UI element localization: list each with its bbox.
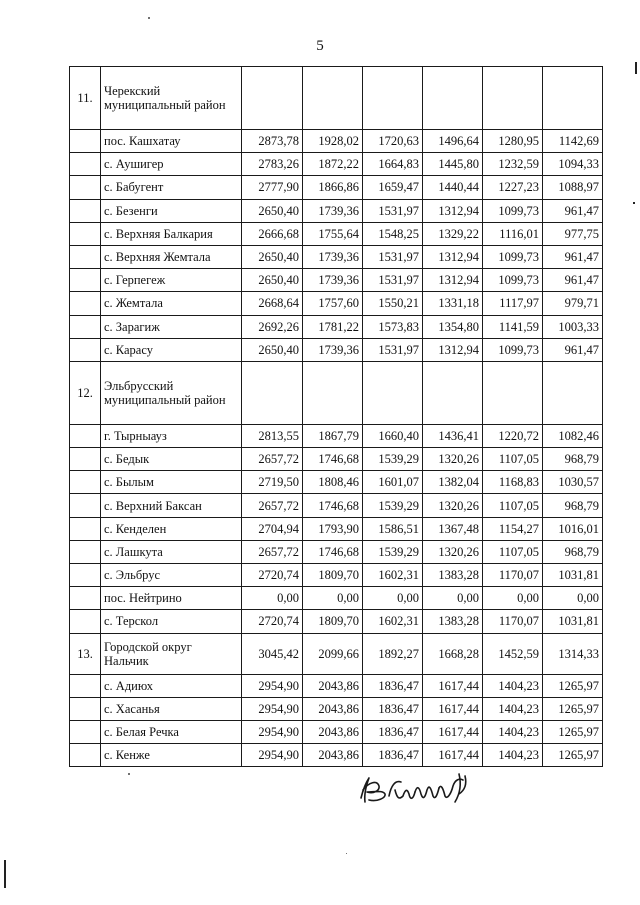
group-index: 11. bbox=[70, 67, 101, 130]
group-value-cell bbox=[363, 67, 423, 130]
value-cell: 1548,25 bbox=[363, 222, 423, 245]
empty-index-cell bbox=[70, 245, 101, 268]
group-row bbox=[70, 361, 603, 424]
group-value-cell bbox=[483, 361, 543, 424]
empty-index-cell bbox=[70, 222, 101, 245]
table-row bbox=[70, 720, 603, 743]
empty-index-cell bbox=[70, 587, 101, 610]
value-cell: 1031,81 bbox=[543, 564, 603, 587]
value-cell: 1331,18 bbox=[423, 292, 483, 315]
value-cell: 0,00 bbox=[483, 587, 543, 610]
value-cell: 1793,90 bbox=[303, 517, 363, 540]
value-cell: 1445,80 bbox=[423, 153, 483, 176]
empty-index-cell bbox=[70, 448, 101, 471]
settlement-name: с. Верхний Баксан bbox=[101, 494, 242, 517]
group-value-cell bbox=[483, 67, 543, 130]
value-cell: 1168,83 bbox=[483, 471, 543, 494]
value-cell: 1659,47 bbox=[363, 176, 423, 199]
value-cell: 1154,27 bbox=[483, 517, 543, 540]
value-cell: 2666,68 bbox=[242, 222, 303, 245]
scan-speck bbox=[148, 17, 150, 19]
value-cell: 1404,23 bbox=[483, 744, 543, 767]
value-cell: 1367,48 bbox=[423, 517, 483, 540]
value-cell: 1808,46 bbox=[303, 471, 363, 494]
value-cell: 1539,29 bbox=[363, 448, 423, 471]
value-cell: 1496,64 bbox=[423, 130, 483, 153]
value-cell: 1872,22 bbox=[303, 153, 363, 176]
value-cell: 1107,05 bbox=[483, 494, 543, 517]
value-cell: 1739,36 bbox=[303, 269, 363, 292]
table-row bbox=[70, 448, 603, 471]
empty-index-cell bbox=[70, 494, 101, 517]
settlement-name: с. Бабугент bbox=[101, 176, 242, 199]
group-value-cell bbox=[303, 67, 363, 130]
value-cell: 1320,26 bbox=[423, 540, 483, 563]
value-cell: 961,47 bbox=[543, 269, 603, 292]
group-value-cell bbox=[242, 67, 303, 130]
value-cell: 1746,68 bbox=[303, 540, 363, 563]
empty-index-cell bbox=[70, 292, 101, 315]
table-row bbox=[70, 315, 603, 338]
settlement-name: с. Верхняя Балкария bbox=[101, 222, 242, 245]
value-cell: 1116,01 bbox=[483, 222, 543, 245]
value-cell: 1320,26 bbox=[423, 448, 483, 471]
value-cell: 2650,40 bbox=[242, 199, 303, 222]
value-cell: 2043,86 bbox=[303, 697, 363, 720]
value-cell: 1866,86 bbox=[303, 176, 363, 199]
value-cell: 1170,07 bbox=[483, 610, 543, 633]
value-cell: 1539,29 bbox=[363, 494, 423, 517]
table-row bbox=[70, 674, 603, 697]
value-cell: 2043,86 bbox=[303, 744, 363, 767]
empty-index-cell bbox=[70, 744, 101, 767]
value-cell: 1141,59 bbox=[483, 315, 543, 338]
table-row bbox=[70, 587, 603, 610]
value-cell: 2650,40 bbox=[242, 338, 303, 361]
value-cell: 1312,94 bbox=[423, 245, 483, 268]
value-cell: 1383,28 bbox=[423, 610, 483, 633]
settlement-name: с. Эльбрус bbox=[101, 564, 242, 587]
scan-edge-mark bbox=[4, 860, 6, 888]
scan-edge-mark bbox=[635, 62, 637, 74]
value-cell: 1928,02 bbox=[303, 130, 363, 153]
value-cell: 1531,97 bbox=[363, 245, 423, 268]
value-cell: 979,71 bbox=[543, 292, 603, 315]
value-cell: 1404,23 bbox=[483, 720, 543, 743]
value-cell: 1867,79 bbox=[303, 424, 363, 447]
settlement-name: пос. Нейтрино bbox=[101, 587, 242, 610]
empty-index-cell bbox=[70, 540, 101, 563]
group-title: Эльбрусский муниципальный район bbox=[101, 361, 242, 424]
value-cell: 1531,97 bbox=[363, 338, 423, 361]
empty-index-cell bbox=[70, 315, 101, 338]
value-cell: 1602,31 bbox=[363, 564, 423, 587]
group-value-cell: 1892,27 bbox=[363, 633, 423, 674]
value-cell: 2954,90 bbox=[242, 720, 303, 743]
value-cell: 1232,59 bbox=[483, 153, 543, 176]
value-cell: 1836,47 bbox=[363, 674, 423, 697]
settlement-name: с. Лашкута bbox=[101, 540, 242, 563]
empty-index-cell bbox=[70, 471, 101, 494]
value-cell: 1617,44 bbox=[423, 744, 483, 767]
settlement-name: с. Терскол bbox=[101, 610, 242, 633]
empty-index-cell bbox=[70, 338, 101, 361]
group-index: 12. bbox=[70, 361, 101, 424]
settlement-name: с. Кенделен bbox=[101, 517, 242, 540]
settlement-name: с. Адиюх bbox=[101, 674, 242, 697]
value-cell: 0,00 bbox=[242, 587, 303, 610]
table-row bbox=[70, 245, 603, 268]
value-cell: 1280,95 bbox=[483, 130, 543, 153]
value-cell: 1329,22 bbox=[423, 222, 483, 245]
empty-index-cell bbox=[70, 176, 101, 199]
scan-edge-mark bbox=[633, 202, 635, 204]
value-cell: 968,79 bbox=[543, 448, 603, 471]
value-cell: 1720,63 bbox=[363, 130, 423, 153]
page-number: 5 bbox=[316, 38, 324, 54]
empty-index-cell bbox=[70, 610, 101, 633]
settlement-name: с. Кенже bbox=[101, 744, 242, 767]
value-cell: 1265,97 bbox=[543, 674, 603, 697]
value-cell: 1664,83 bbox=[363, 153, 423, 176]
empty-index-cell bbox=[70, 697, 101, 720]
value-cell: 2043,86 bbox=[303, 674, 363, 697]
value-cell: 1757,60 bbox=[303, 292, 363, 315]
table-row bbox=[70, 494, 603, 517]
value-cell: 1573,83 bbox=[363, 315, 423, 338]
settlement-name: пос. Кашхатау bbox=[101, 130, 242, 153]
value-cell: 1739,36 bbox=[303, 199, 363, 222]
value-cell: 1003,33 bbox=[543, 315, 603, 338]
group-index: 13. bbox=[70, 633, 101, 674]
table-row bbox=[70, 199, 603, 222]
value-cell: 2692,26 bbox=[242, 315, 303, 338]
value-cell: 1617,44 bbox=[423, 697, 483, 720]
value-cell: 1617,44 bbox=[423, 720, 483, 743]
group-value-cell: 2099,66 bbox=[303, 633, 363, 674]
group-value-cell bbox=[543, 67, 603, 130]
group-value-cell: 1668,28 bbox=[423, 633, 483, 674]
value-cell: 1601,07 bbox=[363, 471, 423, 494]
value-cell: 1265,97 bbox=[543, 744, 603, 767]
value-cell: 1265,97 bbox=[543, 697, 603, 720]
value-cell: 2954,90 bbox=[242, 674, 303, 697]
table-row bbox=[70, 338, 603, 361]
table-row bbox=[70, 564, 603, 587]
table-row bbox=[70, 292, 603, 315]
value-cell: 1836,47 bbox=[363, 697, 423, 720]
value-cell: 2657,72 bbox=[242, 494, 303, 517]
value-cell: 2783,26 bbox=[242, 153, 303, 176]
value-cell: 2657,72 bbox=[242, 448, 303, 471]
value-cell: 1809,70 bbox=[303, 564, 363, 587]
value-cell: 1016,01 bbox=[543, 517, 603, 540]
settlement-name: г. Тырныауз bbox=[101, 424, 242, 447]
value-cell: 1617,44 bbox=[423, 674, 483, 697]
value-cell: 1539,29 bbox=[363, 540, 423, 563]
table-row bbox=[70, 540, 603, 563]
table-row bbox=[70, 471, 603, 494]
value-cell: 1531,97 bbox=[363, 199, 423, 222]
value-cell: 1320,26 bbox=[423, 494, 483, 517]
table-row bbox=[70, 610, 603, 633]
value-cell: 2813,55 bbox=[242, 424, 303, 447]
value-cell: 961,47 bbox=[543, 199, 603, 222]
scan-speck bbox=[346, 853, 347, 854]
value-cell: 1440,44 bbox=[423, 176, 483, 199]
value-cell: 2657,72 bbox=[242, 540, 303, 563]
value-cell: 1082,46 bbox=[543, 424, 603, 447]
empty-index-cell bbox=[70, 153, 101, 176]
empty-index-cell bbox=[70, 517, 101, 540]
value-cell: 1031,81 bbox=[543, 610, 603, 633]
value-cell: 1755,64 bbox=[303, 222, 363, 245]
value-cell: 1836,47 bbox=[363, 720, 423, 743]
group-value-cell: 1452,59 bbox=[483, 633, 543, 674]
value-cell: 1531,97 bbox=[363, 269, 423, 292]
signature-image bbox=[355, 768, 485, 808]
group-value-cell bbox=[543, 361, 603, 424]
value-cell: 1586,51 bbox=[363, 517, 423, 540]
scan-speck bbox=[128, 773, 130, 775]
group-row bbox=[70, 633, 603, 674]
value-cell: 0,00 bbox=[543, 587, 603, 610]
empty-index-cell bbox=[70, 269, 101, 292]
value-cell: 1312,94 bbox=[423, 269, 483, 292]
value-cell: 1088,97 bbox=[543, 176, 603, 199]
table-row bbox=[70, 176, 603, 199]
settlement-name: с. Белая Речка bbox=[101, 720, 242, 743]
group-value-cell bbox=[242, 361, 303, 424]
value-cell: 1220,72 bbox=[483, 424, 543, 447]
group-value-cell bbox=[303, 361, 363, 424]
value-cell: 961,47 bbox=[543, 245, 603, 268]
tariff-table bbox=[69, 66, 603, 767]
value-cell: 1142,69 bbox=[543, 130, 603, 153]
value-cell: 1746,68 bbox=[303, 494, 363, 517]
value-cell: 1404,23 bbox=[483, 674, 543, 697]
value-cell: 2873,78 bbox=[242, 130, 303, 153]
settlement-name: с. Хасанья bbox=[101, 697, 242, 720]
value-cell: 1739,36 bbox=[303, 338, 363, 361]
value-cell: 1602,31 bbox=[363, 610, 423, 633]
value-cell: 968,79 bbox=[543, 540, 603, 563]
value-cell: 968,79 bbox=[543, 494, 603, 517]
value-cell: 1265,97 bbox=[543, 720, 603, 743]
value-cell: 2719,50 bbox=[242, 471, 303, 494]
settlement-name: с. Безенги bbox=[101, 199, 242, 222]
group-title: Городской округ Нальчик bbox=[101, 633, 242, 674]
value-cell: 1170,07 bbox=[483, 564, 543, 587]
table-row bbox=[70, 130, 603, 153]
value-cell: 1227,23 bbox=[483, 176, 543, 199]
table-row bbox=[70, 269, 603, 292]
group-value-cell bbox=[423, 361, 483, 424]
value-cell: 977,75 bbox=[543, 222, 603, 245]
value-cell: 1660,40 bbox=[363, 424, 423, 447]
value-cell: 1809,70 bbox=[303, 610, 363, 633]
value-cell: 2954,90 bbox=[242, 697, 303, 720]
value-cell: 1099,73 bbox=[483, 269, 543, 292]
value-cell: 1107,05 bbox=[483, 448, 543, 471]
value-cell: 1312,94 bbox=[423, 199, 483, 222]
value-cell: 0,00 bbox=[363, 587, 423, 610]
value-cell: 1107,05 bbox=[483, 540, 543, 563]
settlement-name: с. Жемтала bbox=[101, 292, 242, 315]
settlement-name: с. Верхняя Жемтала bbox=[101, 245, 242, 268]
value-cell: 1099,73 bbox=[483, 245, 543, 268]
value-cell: 1550,21 bbox=[363, 292, 423, 315]
value-cell: 1781,22 bbox=[303, 315, 363, 338]
value-cell: 1030,57 bbox=[543, 471, 603, 494]
value-cell: 1382,04 bbox=[423, 471, 483, 494]
value-cell: 1354,80 bbox=[423, 315, 483, 338]
empty-index-cell bbox=[70, 199, 101, 222]
value-cell: 2668,64 bbox=[242, 292, 303, 315]
value-cell: 2720,74 bbox=[242, 564, 303, 587]
group-title: Черекский муниципальный район bbox=[101, 67, 242, 130]
empty-index-cell bbox=[70, 130, 101, 153]
group-value-cell: 3045,42 bbox=[242, 633, 303, 674]
group-row bbox=[70, 67, 603, 130]
value-cell: 1739,36 bbox=[303, 245, 363, 268]
group-value-cell bbox=[423, 67, 483, 130]
value-cell: 1746,68 bbox=[303, 448, 363, 471]
table-row bbox=[70, 517, 603, 540]
value-cell: 1312,94 bbox=[423, 338, 483, 361]
value-cell: 2777,90 bbox=[242, 176, 303, 199]
empty-index-cell bbox=[70, 564, 101, 587]
group-value-cell bbox=[363, 361, 423, 424]
value-cell: 1383,28 bbox=[423, 564, 483, 587]
value-cell: 1117,97 bbox=[483, 292, 543, 315]
value-cell: 2720,74 bbox=[242, 610, 303, 633]
settlement-name: с. Карасу bbox=[101, 338, 242, 361]
settlement-name: с. Былым bbox=[101, 471, 242, 494]
value-cell: 961,47 bbox=[543, 338, 603, 361]
empty-index-cell bbox=[70, 674, 101, 697]
settlement-name: с. Зарагиж bbox=[101, 315, 242, 338]
group-value-cell: 1314,33 bbox=[543, 633, 603, 674]
value-cell: 2043,86 bbox=[303, 720, 363, 743]
value-cell: 2650,40 bbox=[242, 245, 303, 268]
settlement-name: с. Герпегеж bbox=[101, 269, 242, 292]
settlement-name: с. Аушигер bbox=[101, 153, 242, 176]
table-body bbox=[70, 67, 603, 767]
value-cell: 0,00 bbox=[303, 587, 363, 610]
value-cell: 1099,73 bbox=[483, 199, 543, 222]
empty-index-cell bbox=[70, 424, 101, 447]
value-cell: 2650,40 bbox=[242, 269, 303, 292]
empty-index-cell bbox=[70, 720, 101, 743]
value-cell: 1404,23 bbox=[483, 697, 543, 720]
value-cell: 2704,94 bbox=[242, 517, 303, 540]
value-cell: 1094,33 bbox=[543, 153, 603, 176]
table-row bbox=[70, 744, 603, 767]
value-cell: 2954,90 bbox=[242, 744, 303, 767]
value-cell: 1099,73 bbox=[483, 338, 543, 361]
settlement-name: с. Бедык bbox=[101, 448, 242, 471]
table-row bbox=[70, 222, 603, 245]
value-cell: 1836,47 bbox=[363, 744, 423, 767]
value-cell: 1436,41 bbox=[423, 424, 483, 447]
table-row bbox=[70, 424, 603, 447]
table-row bbox=[70, 697, 603, 720]
table-row bbox=[70, 153, 603, 176]
value-cell: 0,00 bbox=[423, 587, 483, 610]
